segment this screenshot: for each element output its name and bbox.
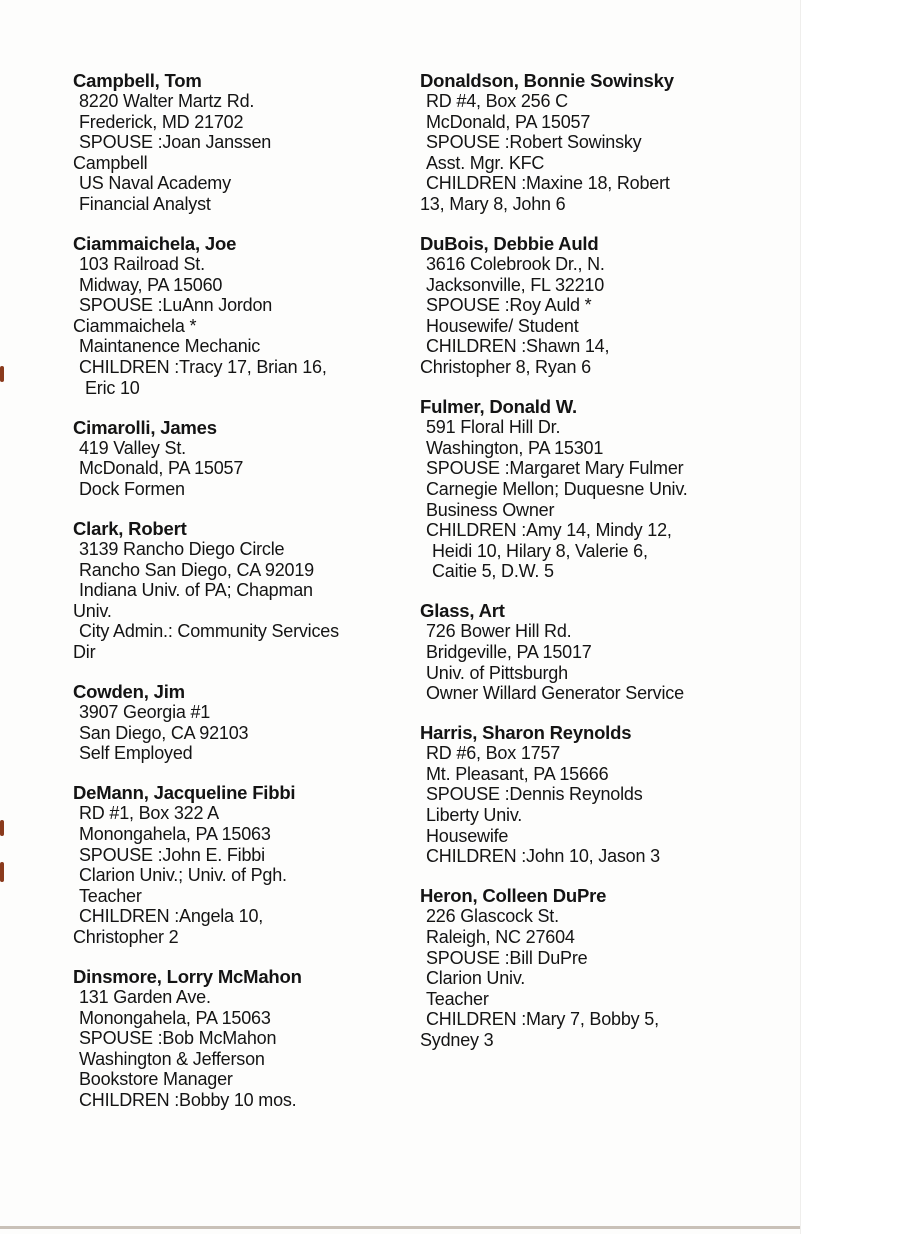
right-column: [420, 70, 750, 1069]
entry-detail-line: Indiana Univ. of PA; Chapman: [79, 580, 313, 601]
entry-detail-line: Teacher: [79, 885, 142, 906]
entry-detail-line: CHILDREN :Angela 10,: [79, 906, 264, 927]
entry-detail-line: 3139 Rancho Diego Circle: [79, 539, 285, 559]
entry-detail-line: SPOUSE :LuAnn Jordon: [79, 295, 273, 316]
entry-detail-line: Washington, PA 15301: [426, 437, 604, 458]
entry-detail-line: SPOUSE :Dennis Reynolds: [426, 784, 643, 805]
entry-detail-line: SPOUSE :John E. Fibbi: [79, 844, 265, 865]
entry-detail-line: Rancho San Diego, CA 92019: [79, 559, 314, 580]
directory-entry: [73, 70, 403, 215]
entry-detail-line: CHILDREN :Shawn 14,: [426, 336, 610, 357]
entry-detail-line: Teacher: [426, 988, 489, 1009]
entry-name: Clark, Robert: [73, 518, 187, 539]
entry-detail-line: SPOUSE :Joan Janssen: [79, 132, 272, 153]
directory-entry: [420, 233, 750, 378]
entry-detail-line: Dock Formen: [79, 478, 185, 499]
entry-detail-line: 419 Valley St.: [79, 437, 186, 458]
binding-mark: [0, 862, 4, 882]
entry-detail-line: Heidi 10, Hilary 8, Valerie 6,: [432, 540, 648, 561]
entry-name: Dinsmore, Lorry McMahon: [73, 966, 302, 987]
entry-detail-line: San Diego, CA 92103: [79, 722, 249, 743]
entry-detail-line: 3907 Georgia #1: [79, 702, 211, 723]
left-column: [73, 70, 403, 1129]
entry-name: Heron, Colleen DuPre: [420, 885, 607, 907]
entry-detail-line: Monongahela, PA 15063: [79, 823, 271, 844]
entry-detail-line: CHILDREN :John 10, Jason 3: [426, 846, 660, 867]
directory-entry: [420, 722, 750, 867]
entry-name: DuBois, Debbie Auld: [420, 233, 599, 255]
entry-detail-line: Carnegie Mellon; Duquesne Univ.: [426, 478, 688, 499]
entry-detail-line: Christopher 2: [73, 926, 179, 947]
entry-detail-line: City Admin.: Community Services: [79, 621, 339, 642]
directory-entry: [73, 233, 403, 398]
entry-detail-line: SPOUSE :Margaret Mary Fulmer: [426, 458, 684, 479]
entry-detail-line: Mt. Pleasant, PA 15666: [426, 763, 609, 784]
directory-entry: [420, 600, 750, 703]
entry-detail-line: Raleigh, NC 27604: [426, 926, 575, 947]
binding-mark: [0, 820, 4, 836]
entry-detail-line: Asst. Mgr. KFC: [426, 152, 545, 173]
entry-detail-line: Sydney 3: [420, 1029, 494, 1050]
entry-detail-line: Washington & Jefferson: [79, 1048, 265, 1069]
directory-entry: [420, 396, 750, 582]
entry-detail-line: CHILDREN :Mary 7, Bobby 5,: [426, 1009, 659, 1030]
entry-detail-line: 226 Glascock St.: [426, 906, 559, 927]
entry-detail-line: 8220 Walter Martz Rd.: [79, 91, 255, 111]
entry-detail-line: Campbell: [73, 152, 148, 173]
directory-entry: [420, 885, 750, 1050]
entry-name: Campbell, Tom: [73, 70, 202, 91]
entry-detail-line: 726 Bower Hill Rd.: [426, 621, 572, 642]
entry-name: DeMann, Jacqueline Fibbi: [73, 782, 296, 804]
entry-name: Cowden, Jim: [73, 681, 185, 703]
directory-entry: [73, 966, 403, 1111]
entry-detail-line: 103 Railroad St.: [79, 254, 205, 275]
entry-detail-line: CHILDREN :Amy 14, Mindy 12,: [426, 520, 672, 541]
entry-detail-line: RD #6, Box 1757: [426, 743, 561, 764]
entry-detail-line: RD #4, Box 256 C: [426, 91, 568, 111]
entry-name: Donaldson, Bonnie Sowinsky: [420, 70, 674, 91]
directory-entry: [73, 782, 403, 947]
entry-detail-line: Clarion Univ.; Univ. of Pgh.: [79, 865, 287, 886]
page-right-edge: [800, 0, 801, 1234]
entry-name: Harris, Sharon Reynolds: [420, 722, 632, 744]
entry-name: Ciammaichela, Joe: [73, 233, 237, 255]
entry-detail-line: Caitie 5, D.W. 5: [432, 561, 554, 582]
entry-detail-line: RD #1, Box 322 A: [79, 803, 219, 824]
entry-detail-line: CHILDREN :Maxine 18, Robert: [426, 173, 670, 194]
directory-entry: [73, 417, 403, 500]
entry-detail-line: SPOUSE :Robert Sowinsky: [426, 132, 642, 153]
entry-detail-line: Ciammaichela *: [73, 315, 197, 336]
page-bottom-edge: [0, 1226, 800, 1229]
entry-detail-line: Housewife/ Student: [426, 315, 579, 336]
entry-detail-line: Self Employed: [79, 743, 193, 764]
entry-detail-line: McDonald, PA 15057: [79, 458, 244, 479]
entry-detail-line: CHILDREN :Bobby 10 mos.: [79, 1089, 297, 1110]
entry-name: Cimarolli, James: [73, 416, 217, 438]
entry-detail-line: Financial Analyst: [79, 193, 211, 214]
entry-detail-line: SPOUSE :Bob McMahon: [79, 1028, 277, 1049]
entry-detail-line: Univ. of Pittsburgh: [426, 662, 568, 683]
entry-detail-line: 591 Floral Hill Dr.: [426, 417, 561, 438]
entry-detail-line: Dir: [73, 641, 96, 662]
entry-detail-line: 3616 Colebrook Dr., N.: [426, 254, 605, 275]
entry-detail-line: Housewife: [426, 825, 509, 846]
entry-detail-line: SPOUSE :Roy Auld *: [426, 295, 592, 316]
entry-detail-line: Clarion Univ.: [426, 968, 526, 989]
entry-detail-line: US Naval Academy: [79, 173, 231, 194]
entry-detail-line: Business Owner: [426, 499, 555, 520]
entry-detail-line: Midway, PA 15060: [79, 274, 223, 295]
entry-detail-line: SPOUSE :Bill DuPre: [426, 947, 588, 968]
entry-detail-line: 13, Mary 8, John 6: [420, 193, 566, 214]
directory-entry: [73, 681, 403, 764]
entry-detail-line: Monongahela, PA 15063: [79, 1007, 271, 1028]
entry-detail-line: Christopher 8, Ryan 6: [420, 357, 591, 378]
entry-detail-line: Univ.: [73, 600, 112, 621]
entry-detail-line: 131 Garden Ave.: [79, 987, 211, 1007]
entry-detail-line: Maintanence Mechanic: [79, 336, 261, 357]
entry-name: Fulmer, Donald W.: [420, 396, 577, 418]
entry-detail-line: Eric 10: [85, 377, 140, 398]
binding-mark: [0, 366, 4, 382]
entry-detail-line: Bookstore Manager: [79, 1069, 233, 1090]
entry-detail-line: McDonald, PA 15057: [426, 111, 591, 132]
entry-detail-line: Jacksonville, FL 32210: [426, 274, 605, 295]
entry-name: Glass, Art: [420, 600, 505, 622]
entry-detail-line: Liberty Univ.: [426, 805, 523, 826]
entry-detail-line: CHILDREN :Tracy 17, Brian 16,: [79, 357, 327, 378]
directory-entry: [73, 518, 403, 663]
entry-detail-line: Owner Willard Generator Service: [426, 683, 684, 704]
entry-detail-line: Bridgeville, PA 15017: [426, 641, 592, 662]
directory-entry: [420, 70, 750, 215]
entry-detail-line: Frederick, MD 21702: [79, 111, 244, 132]
